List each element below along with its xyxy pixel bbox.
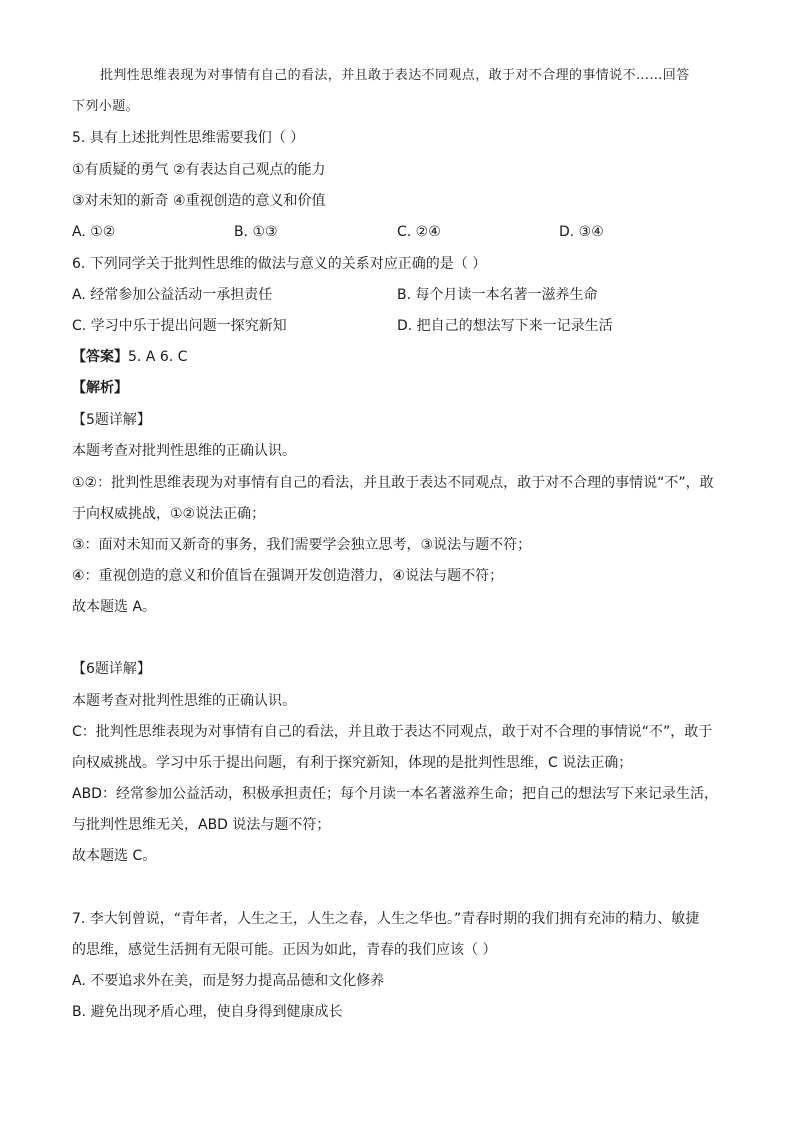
detail-5-line-1: 本题考查对批判性思维的正确认识。 bbox=[72, 443, 296, 459]
question-5-option-c: C. ②④ bbox=[397, 224, 441, 240]
intro-line-2: 下列小题。 bbox=[72, 99, 140, 114]
question-5-option-b: B. ①③ bbox=[234, 224, 278, 240]
detail-6-line-5: 与批判性思维无关，ABD 说法与题不符； bbox=[72, 817, 331, 833]
question-5-items-row-1: ①有质疑的勇气 ②有表达自己观点的能力 bbox=[72, 162, 326, 178]
detail-6-line-1: 本题考查对批判性思维的正确认识。 bbox=[72, 693, 296, 709]
detail-5-line-2: ①②：批判性思维表现为对事情有自己的看法，并且敢于表达不同观点，敢于对不合理的事情说“不”，敢 bbox=[72, 475, 714, 491]
question-6-option-d: D. 把自己的想法写下来一记录生活 bbox=[397, 318, 613, 334]
detail-5-line-3: 于向权威挑战，①②说法正确； bbox=[72, 506, 266, 522]
detail-5-line-5: ④：重视创造的意义和价值旨在强调开发创造潜力，④说法与题不符； bbox=[72, 568, 504, 584]
answer-label: 【答案】 bbox=[72, 349, 128, 365]
detail-5-heading: 【5题详解】 bbox=[72, 412, 151, 428]
analysis-label: 【解析】 bbox=[72, 380, 128, 396]
detail-6-heading: 【6题详解】 bbox=[72, 661, 151, 677]
detail-6-line-6: 故本题选 C。 bbox=[72, 848, 157, 864]
question-5-option-a: A. ①② bbox=[72, 224, 116, 240]
detail-6-line-2: C：批判性思维表现为对事情有自己的看法，并且敢于表达不同观点，敢于对不合理的事情说“不”，敢于 bbox=[72, 724, 713, 740]
question-6-option-b: B. 每个月读一本名著一滋养生命 bbox=[397, 287, 598, 303]
detail-6-line-3: 向权威挑战。学习中乐于提出问题，有利于探究新知，体现的是批判性思维，C 说法正确； bbox=[72, 755, 633, 771]
question-7-line-2: 的思维，感觉生活拥有无限可能。正因为如此，青春的我们应该（ ） bbox=[72, 942, 497, 958]
question-6-option-c: C. 学习中乐于提出问题一探究新知 bbox=[72, 318, 287, 334]
detail-5-line-4: ③：面对未知而又新奇的事务，我们需要学会独立思考，③说法与题不符； bbox=[72, 537, 532, 553]
question-7-line-1: 7. 李大钊曾说，“青年者，人生之王，人生之春，人生之华也。”青春时期的我们拥有充沛的精力、敏捷 bbox=[72, 911, 700, 927]
question-6-option-a: A. 经常参加公益活动一承担责任 bbox=[72, 287, 273, 303]
question-5-option-d: D. ③④ bbox=[559, 224, 604, 240]
answer-text: 5. A 6. C bbox=[128, 349, 188, 365]
question-7-option-a: A. 不要追求外在美，而是努力提高品德和文化修养 bbox=[72, 973, 385, 989]
question-7-option-b: B. 避免出现矛盾心理，使自身得到健康成长 bbox=[72, 1004, 343, 1020]
question-5-items-row-2: ③对未知的新奇 ④重视创造的意义和价值 bbox=[72, 193, 326, 209]
question-5-stem: 5. 具有上述批判性思维需要我们（ ） bbox=[72, 130, 305, 146]
detail-5-line-6: 故本题选 A。 bbox=[72, 599, 157, 615]
detail-6-line-4: ABD：经常参加公益活动，积极承担责任；每个月读一本名著滋养生命；把自己的想法写下来记录生活， bbox=[72, 786, 718, 802]
question-6-stem: 6. 下列同学关于批判性思维的做法与意义的关系对应正确的是（ ） bbox=[72, 256, 487, 272]
answer-line bbox=[72, 347, 187, 367]
intro-line-1: 批判性思维表现为对事情有自己的看法，并且敢于表达不同观点，敢于对不合理的事情说不……回答 bbox=[100, 68, 690, 83]
